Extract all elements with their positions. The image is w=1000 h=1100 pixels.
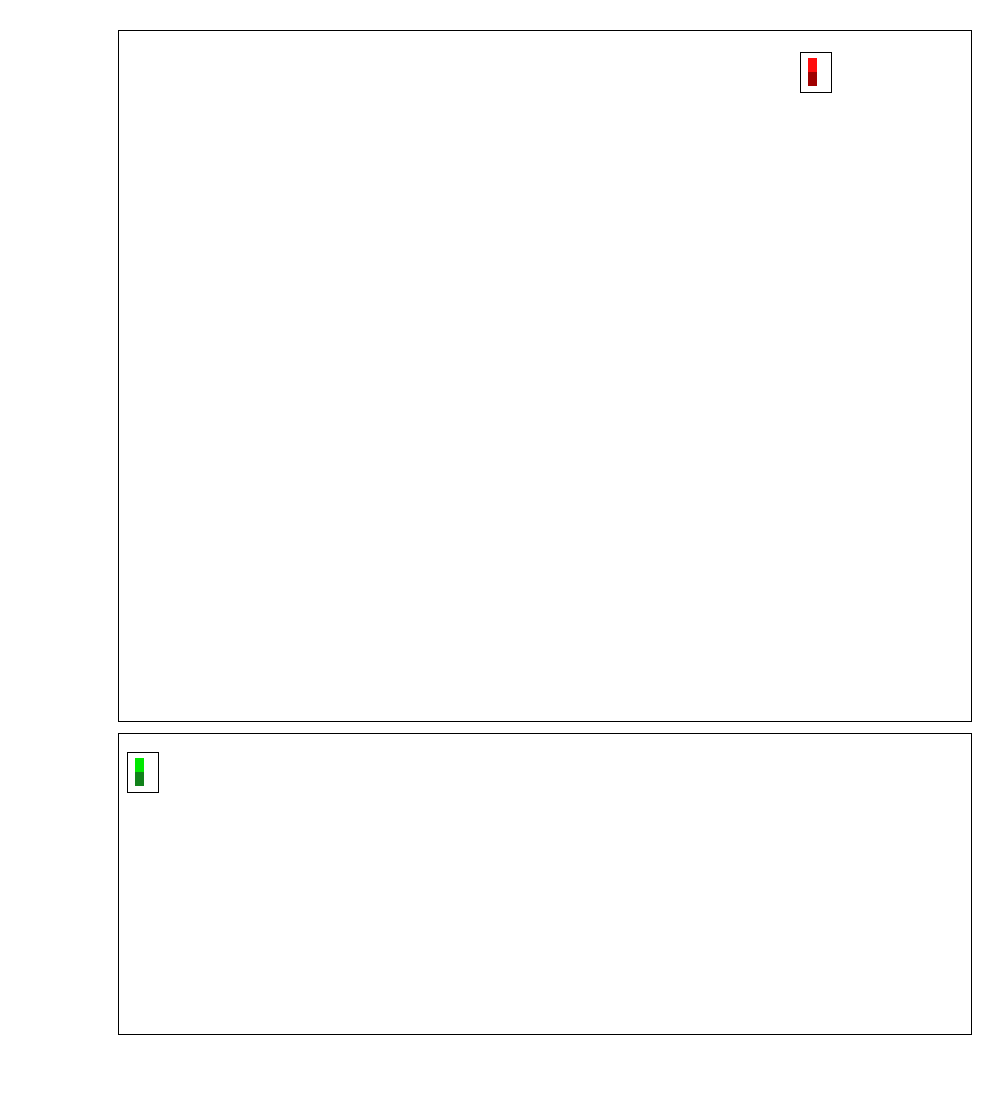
legend-swatch-available	[135, 758, 144, 772]
incremental-rate-plot	[118, 30, 972, 722]
legend-item-participation	[808, 58, 823, 72]
legend-item-nucleation	[808, 72, 823, 86]
legend-item-available-ruptures	[135, 758, 150, 772]
legend-bottom	[127, 752, 159, 793]
legend-swatch-utilized	[135, 772, 144, 786]
rupture-count-plot	[118, 733, 972, 1035]
bars-bottom	[119, 734, 971, 1034]
legend-swatch-participation	[808, 58, 817, 72]
legend-top	[800, 52, 832, 93]
legend-swatch-nucleation	[808, 72, 817, 86]
legend-item-utilized-ruptures	[135, 772, 150, 786]
bars-top	[119, 31, 971, 721]
